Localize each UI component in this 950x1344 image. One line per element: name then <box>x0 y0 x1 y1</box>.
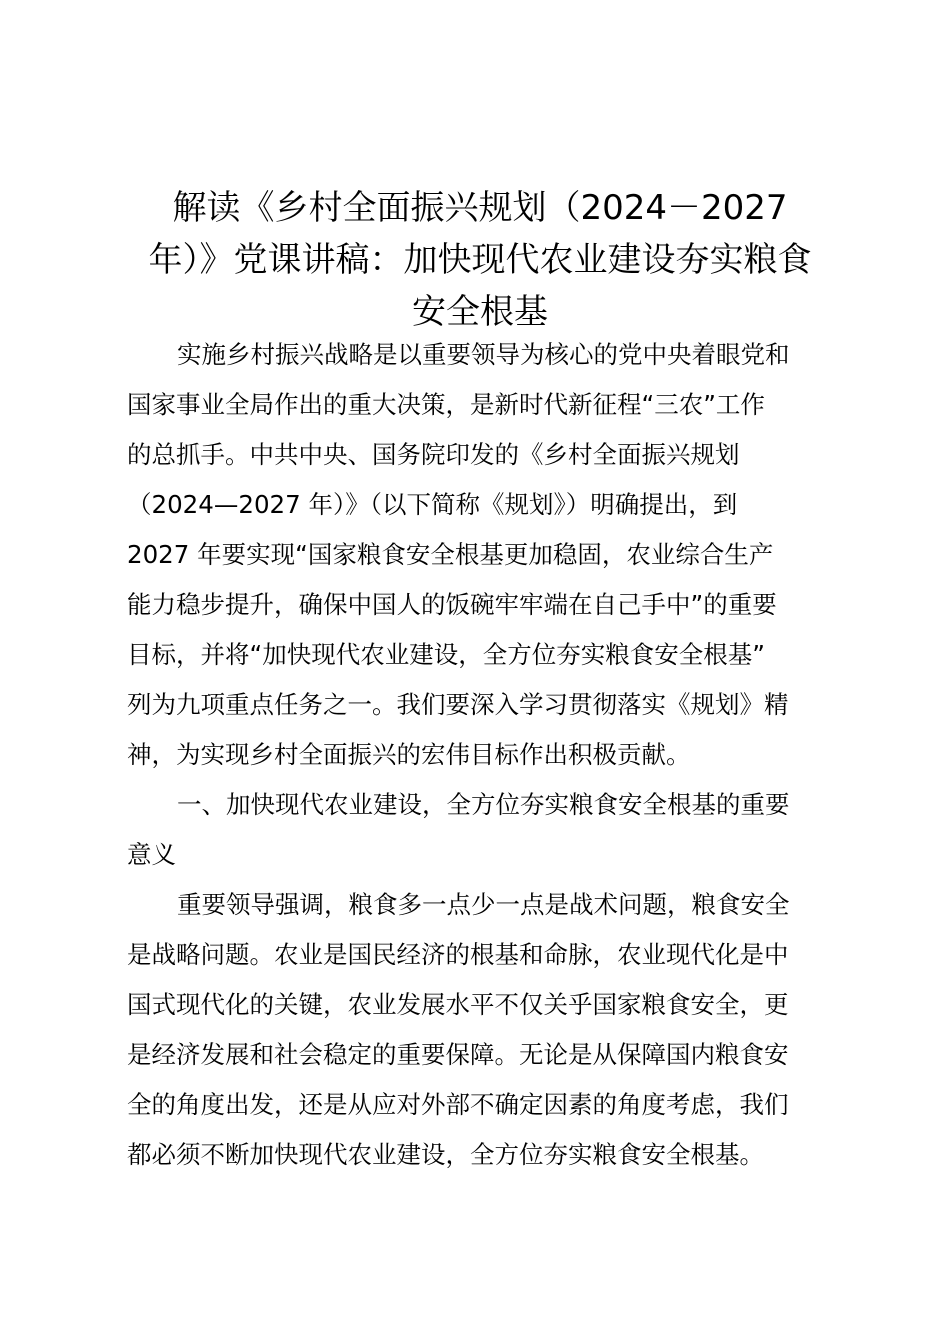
paragraph-line: 列为九项重点任务之一。我们要深入学习贯彻落实《规划》精 <box>127 690 789 719</box>
paragraph-significance <box>127 880 833 1180</box>
title-line: 安全根基 <box>412 292 548 332</box>
heading-line: 意义 <box>127 840 176 869</box>
paragraph-line: 实施乡村振兴战略是以重要领导为核心的党中央着眼党和 <box>177 340 790 369</box>
title-line: 解读《乡村全面振兴规划（2024－2027 <box>172 188 788 228</box>
paragraph-line: 是战略问题。农业是国民经济的根基和命脉，农业现代化是中 <box>127 940 789 969</box>
document-title <box>120 182 840 338</box>
paragraph-line: 的总抓手。中共中央、国务院印发的《乡村全面振兴规划 <box>127 440 740 469</box>
paragraph-line: 能力稳步提升，确保中国人的饭碗牢牢端在自己手中”的重要 <box>127 590 777 619</box>
paragraph-line: 都必须不断加快现代农业建设，全方位夯实粮食安全根基。 <box>127 1140 764 1169</box>
paragraph-line: 目标，并将“加快现代农业建设，全方位夯实粮食安全根基” <box>127 640 765 669</box>
heading-line: 一、加快现代农业建设，全方位夯实粮食安全根基的重要 <box>177 790 790 819</box>
paragraph-line: 2027 年要实现“国家粮食安全根基更加稳固，农业综合生产 <box>127 540 774 569</box>
paragraph-line: （2024—2027 年）》（以下简称《规划》）明确提出，到 <box>127 490 738 519</box>
paragraph-line: 神，为实现乡村全面振兴的宏伟目标作出积极贡献。 <box>127 740 691 769</box>
paragraph-line: 国家事业全局作出的重大决策，是新时代新征程“三农”工作 <box>127 390 765 419</box>
title-line: 年）》党课讲稿：加快现代农业建设夯实粮食 <box>148 240 812 280</box>
paragraph-line: 国式现代化的关键，农业发展水平不仅关乎国家粮食安全，更 <box>127 990 789 1019</box>
paragraph-line: 全的角度出发，还是从应对外部不确定因素的角度考虑，我们 <box>127 1090 789 1119</box>
paragraph-line: 是经济发展和社会稳定的重要保障。无论是从保障国内粮食安 <box>127 1040 789 1069</box>
section-heading-1 <box>127 780 833 880</box>
paragraph-line: 重要领导强调，粮食多一点少一点是战术问题，粮食安全 <box>177 890 790 919</box>
paragraph-intro <box>127 330 833 780</box>
